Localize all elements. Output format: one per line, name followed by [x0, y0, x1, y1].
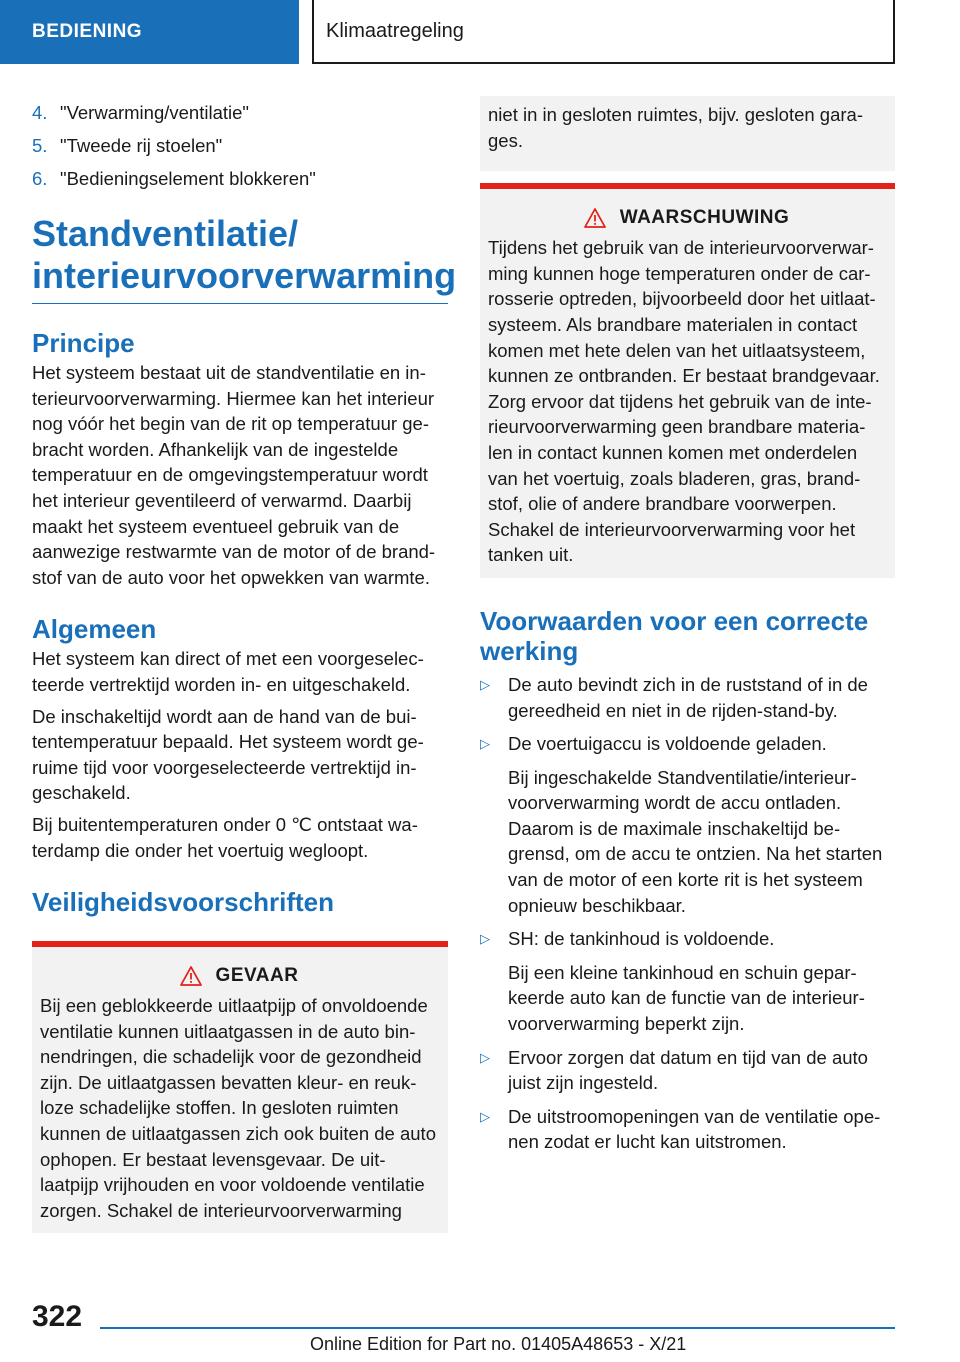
section-tab [0, 0, 299, 64]
veiligheid-heading: Veiligheidsvoorschriften [32, 887, 334, 918]
warning-text: Tijdens het gebruik van de interieurvoorverwar-ming kunnen hoge temperaturen onder de car-rosserie optreden, bijvoorbeeld door het uitlaat-systeem. Als brandbare materialen in contact komen met hete delen van het uitlaatsysteem, kunnen ze ontbranden. Er bestaat brandgevaar. Zorg ervoor dat tijdens het gebruik van de inte-rieurvoorverwarming geen brandbare materia-len in contact kunnen komen met onderdelen van het voertuig, zoals bladeren, gras, brand-stof, olie of andere brandbare voorwerpen. Schakel de interieurvoorverwarming voor het tanken uit. [488, 237, 880, 566]
requirements-list [480, 672, 895, 1155]
triangle-bullet-icon: ▷ [480, 1108, 490, 1124]
right-column [480, 96, 895, 1163]
danger-text: Bij een geblokkeerde uitlaatpijp of onvoldoende ventilatie kunnen uitlaatgassen in de auto bin-nendringen, die schadelijk voor de gezondheid zijn. De uitlaatgassen bevatten kleur- en reuk-loze schadelijke stoffen. In gesloten ruimten kunnen de uitlaatgassen zich ook buiten de auto ophopen. Er bestaat levensgevaar. De uit-laatpijp vrijhouden en voor voldoende ventilatie zorgen. Schakel de interieurvoorverwarming [40, 995, 436, 1221]
chapter-title: Klimaatregeling [326, 19, 464, 42]
triangle-bullet-icon: ▷ [480, 931, 490, 947]
warning-box [480, 183, 895, 578]
list-item-text: De uitstroomopeningen van de ventilatie ope-nen zodat er lucht kan uitstromen. [508, 1105, 881, 1153]
list-item [480, 731, 895, 918]
list-item-text: SH: de tankinhoud is voldoende. [508, 928, 775, 950]
numbered-item [32, 129, 448, 162]
section-label: BEDIENING [32, 21, 143, 42]
warning-triangle-icon [584, 208, 606, 228]
list-item-text: Ervoor zorgen dat datum en tijd van de auto juist zijn ingesteld. [508, 1046, 868, 1094]
algemeen-paragraph: De inschakeltijd wordt aan de hand van de bui-tentemperatuur bepaald. Het systeem wordt ge-ruime tijd voor voorgeselecteerde vertrektijd in-geschakeld. [32, 705, 424, 804]
voorwaarden-heading: Voorwaarden voor een correcte werking [480, 605, 869, 666]
item-text: "Verwarming/ventilatie" [60, 102, 249, 123]
algemeen-paragraph: Bij buitentemperaturen onder 0 ℃ ontstaat wa-terdamp die onder het voertuig wegloopt. [32, 813, 418, 861]
main-heading-line1: Standventilatie/ [32, 213, 299, 254]
numbered-item [32, 162, 448, 195]
algemeen-paragraph: Het systeem kan direct of met een voorgeselec-teerde vertrektijd worden in- en uitgeschakeld. [32, 648, 424, 695]
triangle-bullet-icon: ▷ [480, 1049, 490, 1065]
warning-header [488, 207, 885, 229]
main-heading [32, 213, 457, 304]
chapter-header [312, 0, 895, 64]
list-item [480, 926, 895, 1036]
footer-edition: Online Edition for Part no. 01405A48653 - X/21 [310, 1334, 687, 1354]
list-item-subtext: Bij ingeschakelde Standventilatie/interieur-voorverwarming wordt de accu ontladen. Daarom is de maximale inschakeltijd be-grensd, om de accu te ontzien. Na het starten van de motor of een korte rit is het systeem opnieuw beschikbaar. [508, 766, 883, 916]
triangle-bullet-icon: ▷ [480, 736, 490, 752]
item-number: 5. [32, 135, 48, 156]
list-item-text: De auto bevindt zich in de ruststand of in de gereedheid en niet in de rijden-stand-by. [508, 673, 868, 721]
item-text: "Tweede rij stoelen" [60, 135, 223, 156]
warning-triangle-icon [180, 966, 202, 986]
danger-label: GEVAAR [215, 965, 299, 987]
triangle-bullet-icon: ▷ [480, 676, 490, 692]
item-number: 4. [32, 102, 48, 123]
list-item-subtext: Bij een kleine tankinhoud en schuin gepar-keerde auto kan de functie van de interieur-voorverwarming beperkt zijn. [508, 961, 865, 1035]
left-column [32, 96, 457, 1233]
list-item [480, 1045, 895, 1096]
footer-divider [100, 1327, 895, 1329]
main-heading-line2: interieurvoorverwarming [32, 255, 457, 296]
danger-text-continued: niet in in gesloten ruimtes, bijv. gesloten gara-ges. [488, 104, 863, 151]
danger-box-continued [480, 96, 895, 171]
danger-header [40, 965, 438, 987]
list-item [480, 672, 895, 723]
numbered-item [32, 96, 448, 129]
numbered-list [32, 96, 448, 195]
algemeen-heading: Algemeen [32, 614, 157, 645]
danger-box [32, 941, 448, 1233]
item-text: "Bedieningselement blokkeren" [60, 168, 316, 189]
principe-text: Het systeem bestaat uit de standventilatie en in-terieurvoorverwarming. Hiermee kan het interieur nog vóór het begin van de rit op temperatuur ge-bracht worden. Afhankelijk van de ingestelde temperatuur en de omgevingstemperatuur wordt het interieur geventileerd of verwarmd. Daarbij maakt het systeem eventueel gebruik van de aanwezige restwarmte van de motor of de brand-stof van de auto voor het opwekken van warmte. [32, 362, 436, 588]
page-number: 322 [32, 1300, 83, 1333]
item-number: 6. [32, 168, 48, 189]
principe-heading: Principe [32, 328, 135, 358]
warning-label: WAARSCHUWING [619, 207, 790, 229]
list-item-text: De voertuigaccu is voldoende geladen. [508, 733, 827, 755]
list-item [480, 1104, 895, 1155]
